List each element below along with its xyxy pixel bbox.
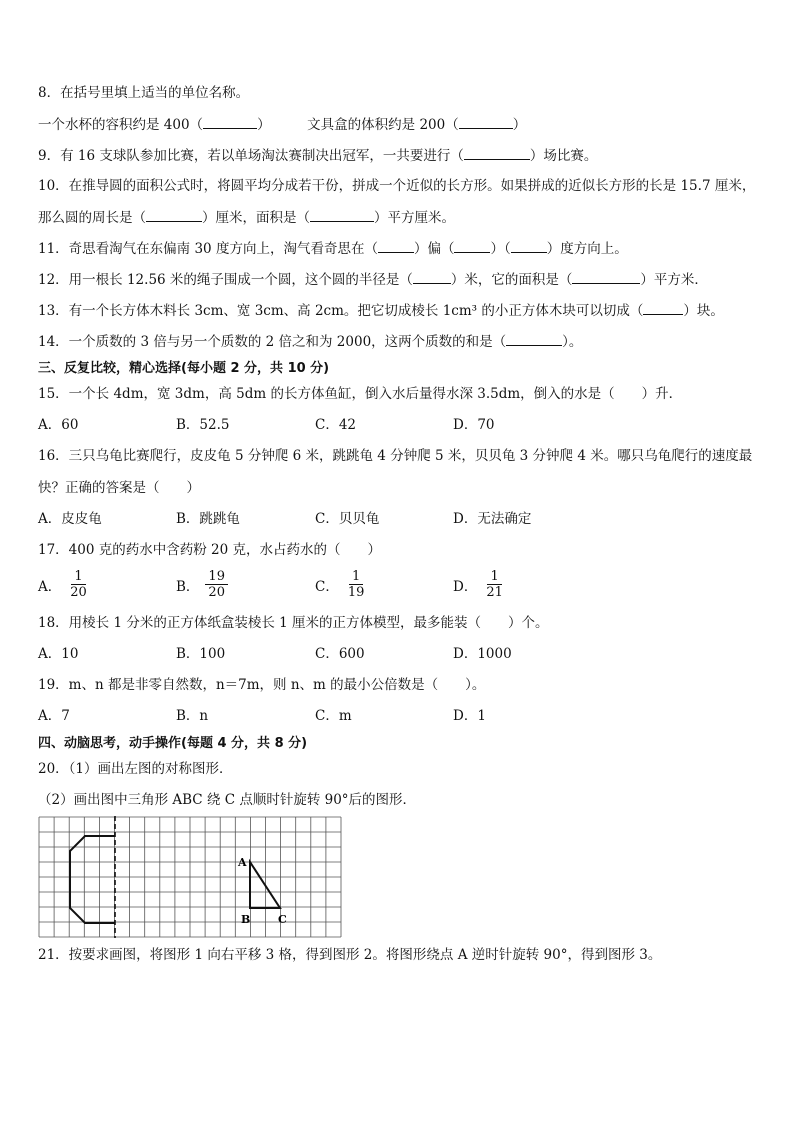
q17-option-c-label: C． bbox=[315, 578, 339, 595]
q14-text-a: 14．一个质数的 3 倍与另一个质数的 2 倍之和为 2000，这两个质数的和是（ bbox=[38, 334, 507, 350]
q18-option-d[interactable]: D．1000 bbox=[453, 646, 512, 662]
q9-text-b: ）场比赛。 bbox=[529, 148, 598, 164]
q16-option-a[interactable]: A．皮皮龟 bbox=[38, 511, 102, 527]
q17-option-b-label: B． bbox=[176, 578, 200, 595]
q15-option-a[interactable]: A．60 bbox=[38, 417, 79, 433]
q17-option-a[interactable] bbox=[38, 569, 90, 600]
q10-line2 bbox=[38, 208, 455, 227]
q11-blank-2[interactable] bbox=[454, 239, 490, 253]
triangle-abc bbox=[250, 862, 280, 908]
q8-part2-end: ） bbox=[512, 117, 527, 133]
fraction-numerator: 1 bbox=[349, 569, 363, 585]
q17-option-a-label: A． bbox=[38, 578, 62, 595]
q18-text: 18．用棱长 1 分米的正方体纸盒装棱长 1 厘米的正方体模型，最多能装（ ）个。 bbox=[38, 615, 549, 631]
q11-text-b: ）偏（ bbox=[413, 241, 455, 257]
q18-option-a[interactable]: A．10 bbox=[38, 646, 79, 662]
fraction bbox=[205, 569, 228, 600]
section-4-heading: 四、动脑思考，动手操作(每题 4 分，共 8 分) bbox=[38, 736, 308, 751]
point-b-label: B bbox=[241, 913, 251, 926]
q16-option-b[interactable]: B．跳跳龟 bbox=[176, 511, 240, 527]
q14-blank[interactable] bbox=[506, 332, 562, 346]
q13-text-a: 13．有一个长方体木料长 3cm、宽 3cm、高 2cm。把它切成棱长 1cm³ 的小正方体木块可以切成（ bbox=[38, 303, 644, 319]
q8-line bbox=[38, 115, 526, 134]
q8-blank-1[interactable] bbox=[203, 115, 257, 129]
section-3-heading: 三、反复比较，精心选择(每小题 2 分，共 10 分) bbox=[38, 361, 330, 376]
q20-line1: 20．（1）画出左图的对称图形． bbox=[38, 761, 233, 777]
left-shape bbox=[70, 836, 115, 923]
q9-line bbox=[38, 146, 597, 165]
q9-blank[interactable] bbox=[464, 146, 530, 160]
fraction-denominator: 21 bbox=[486, 585, 503, 600]
q17-option-d-label: D． bbox=[453, 578, 478, 595]
point-c-label: C bbox=[278, 913, 287, 926]
q19-option-a[interactable]: A．7 bbox=[38, 708, 70, 724]
q18-option-b[interactable]: B．100 bbox=[176, 646, 226, 662]
q17-option-d[interactable] bbox=[453, 569, 506, 600]
q12-text-c: ）平方米． bbox=[640, 272, 708, 288]
q16-line2: 快？正确的答案是（ ） bbox=[38, 480, 200, 496]
q12-line bbox=[38, 270, 708, 289]
q19-text: 19．m、n 都是非零自然数，n＝7m，则 n、m 的最小公倍数是（ ）。 bbox=[38, 677, 486, 693]
q8-part2: 文具盒的体积约是 200（ bbox=[307, 117, 459, 133]
grid-figure[interactable] bbox=[38, 816, 342, 938]
q10-blank-2[interactable] bbox=[310, 208, 374, 222]
q12-blank-2[interactable] bbox=[572, 270, 640, 284]
fraction bbox=[345, 569, 368, 600]
q11-text-d: ）度方向上。 bbox=[546, 241, 628, 257]
q17-option-b[interactable] bbox=[176, 569, 228, 600]
q8-part1-end: ） bbox=[257, 117, 271, 133]
q15-option-b[interactable]: B．52.5 bbox=[176, 417, 230, 433]
q10-blank-1[interactable] bbox=[146, 208, 202, 222]
q20-line2: （2）画出图中三角形 ABC 绕 C 点顺时针旋转 90°后的图形． bbox=[38, 792, 417, 808]
q8-part1: 一个水杯的容积约是 400（ bbox=[38, 117, 204, 133]
q15-option-c[interactable]: C．42 bbox=[315, 417, 357, 433]
q13-text-b: ）块。 bbox=[683, 303, 724, 319]
q14-line bbox=[38, 332, 582, 351]
q11-blank-1[interactable] bbox=[378, 239, 414, 253]
fraction bbox=[483, 569, 506, 600]
q12-blank-1[interactable] bbox=[413, 270, 451, 284]
q10-text-b: ）厘米，面积是（ bbox=[202, 210, 310, 226]
q15-text: 15．一个长 4dm，宽 3dm，高 5dm 的长方体鱼缸，倒入水后量得水深 3.5dm，倒入的水是（ ）升． bbox=[38, 386, 683, 402]
q14-text-b: ）。 bbox=[562, 334, 583, 350]
q10-text-c: ）平方厘米。 bbox=[374, 210, 455, 226]
q19-option-c[interactable]: C．m bbox=[315, 708, 352, 724]
q11-text-c: ）（ bbox=[490, 241, 511, 257]
q12-text-a: 12．用一根长 12.56 米的绳子围成一个圆，这个圆的半径是（ bbox=[38, 272, 413, 288]
q11-text-a: 11．奇思看淘气在东偏南 30 度方向上，淘气看奇思在（ bbox=[38, 241, 378, 257]
fraction-denominator: 20 bbox=[208, 585, 225, 600]
q13-blank[interactable] bbox=[643, 301, 683, 315]
q11-blank-3[interactable] bbox=[511, 239, 547, 253]
fraction-numerator: 1 bbox=[487, 569, 501, 585]
q17-text: 17．400 克的药水中含药粉 20 克，水占药水的（ ） bbox=[38, 542, 381, 558]
q16-option-d[interactable]: D．无法确定 bbox=[453, 511, 532, 527]
q19-option-b[interactable]: B．n bbox=[176, 708, 209, 724]
fraction bbox=[67, 569, 90, 600]
q18-option-c[interactable]: C．600 bbox=[315, 646, 365, 662]
q8-blank-2[interactable] bbox=[459, 115, 513, 129]
q11-line bbox=[38, 239, 628, 258]
grid-lines bbox=[39, 817, 341, 937]
q13-line bbox=[38, 301, 724, 320]
fraction-denominator: 20 bbox=[70, 585, 87, 600]
fraction-numerator: 19 bbox=[205, 569, 228, 585]
q19-option-d[interactable]: D．1 bbox=[453, 708, 486, 724]
q9-text-a: 9．有 16 支球队参加比赛，若以单场淘汰赛制决出冠军，一共要进行（ bbox=[38, 148, 464, 164]
q10-text-a: 那么圆的周长是（ bbox=[38, 210, 146, 226]
q16-line1: 16．三只乌龟比赛爬行，皮皮龟 5 分钟爬 6 米，跳跳龟 4 分钟爬 5 米，贝贝龟 3 分钟爬 4 米。哪只乌龟爬行的速度最 bbox=[38, 448, 753, 464]
q16-option-c[interactable]: C．贝贝龟 bbox=[315, 511, 380, 527]
fraction-numerator: 1 bbox=[71, 569, 85, 585]
q10-line1: 10．在推导圆的面积公式时，将圆平均分成若干份，拼成一个近似的长方形。如果拼成的近似长方形的长是 15.7 厘米， bbox=[38, 178, 756, 194]
point-a-label: A bbox=[238, 856, 247, 869]
q8-title: 8．在括号里填上适当的单位名称。 bbox=[38, 85, 250, 101]
q21-text: 21．按要求画图，将图形 1 向右平移 3 格，得到图形 2。将图形绕点 A 逆时针旋转 90°，得到图形 3。 bbox=[38, 947, 662, 963]
fraction-denominator: 19 bbox=[347, 585, 365, 600]
q12-text-b: ）米，它的面积是（ bbox=[450, 272, 573, 288]
q15-option-d[interactable]: D．70 bbox=[453, 417, 495, 433]
q17-option-c[interactable] bbox=[315, 569, 367, 600]
